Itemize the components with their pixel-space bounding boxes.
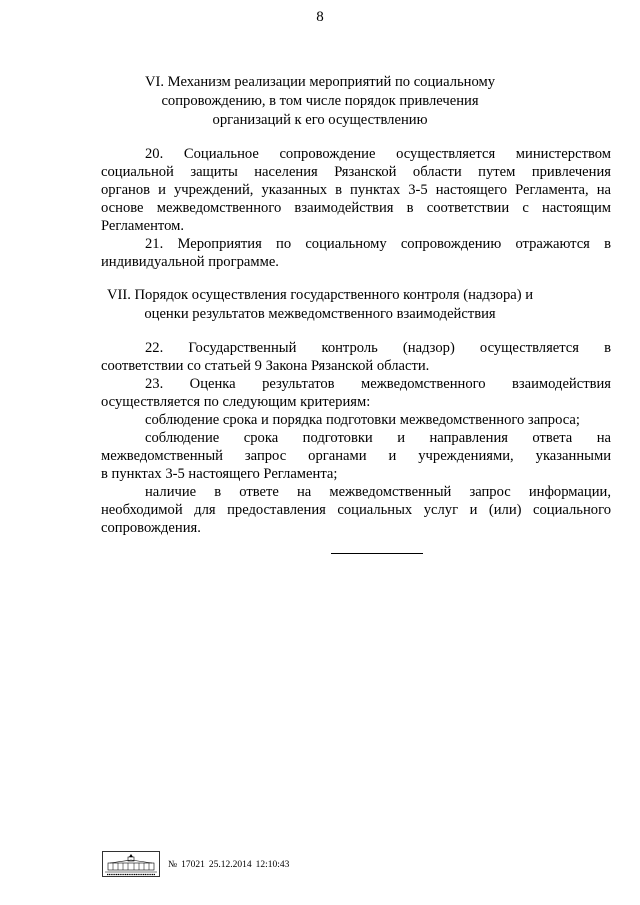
heading-line: VII. Порядок осуществления государственного контроля (надзора) и: [106, 287, 534, 303]
section-7-heading: [95, 286, 545, 324]
end-separator-line: [331, 553, 423, 554]
paragraph-20-line: 20. Социальное сопровождение осуществляется министерством: [145, 146, 611, 162]
paragraph-20-line: Регламентом.: [101, 218, 185, 234]
paragraph-20-line: органов и учреждений, указанных в пунктах 3-5 настоящего Регламента, на: [101, 182, 611, 198]
paragraph-23-line: 23. Оценка результатов межведомственного взаимодействия: [145, 376, 611, 392]
criterion-2-line: в пунктах 3-5 настоящего Регламента;: [101, 466, 338, 482]
criterion-3-line: сопровождения.: [101, 520, 201, 536]
heading-line: оценки результатов межведомственного взаимодействия: [144, 306, 496, 322]
paragraph-22-line: 22. Государственный контроль (надзор) осуществляется в: [145, 340, 611, 356]
paragraph-23-line: осуществляется по следующим критериям:: [101, 394, 371, 410]
criterion-3-line: необходимой для предоставления социальных услуг и (или) социального: [101, 502, 611, 518]
paragraph-21-line: 21. Мероприятия по социальному сопровождению отражаются в: [145, 236, 611, 252]
registration-info: [168, 860, 293, 870]
criterion-2-line: межведомственный запрос органами и учреждениями, указанными: [101, 448, 611, 464]
registration-date: 25.12.2014: [208, 860, 252, 870]
paragraph-20-line: основе межведомственного взаимодействия в соответствии с настоящим: [101, 200, 611, 216]
paragraph-20-line: социальной защиты населения Рязанской области путем привлечения: [101, 164, 611, 180]
criterion-1-line: соблюдение срока и порядка подготовки межведомственного запроса;: [145, 412, 580, 428]
government-building-logo: [102, 851, 160, 877]
registration-time: 12:10:43: [255, 860, 290, 870]
registration-number: 17021: [181, 860, 205, 870]
paragraph-21-line: индивидуальной программе.: [101, 254, 279, 270]
number-sign: №: [168, 860, 178, 870]
heading-line: организаций к его осуществлению: [212, 112, 428, 128]
page-number: 8: [316, 9, 324, 25]
heading-line: VI. Механизм реализации мероприятий по социальному: [144, 74, 495, 90]
section-6-heading: [95, 73, 545, 130]
criterion-2-line: соблюдение срока подготовки и направления ответа на: [145, 430, 611, 446]
paragraph-22-line: соответствии со статьей 9 Закона Рязанской области.: [101, 358, 430, 374]
heading-line: сопровождению, в том числе порядок привлечения: [161, 93, 479, 109]
criterion-3-line: наличие в ответе на межведомственный запрос информации,: [145, 484, 611, 500]
